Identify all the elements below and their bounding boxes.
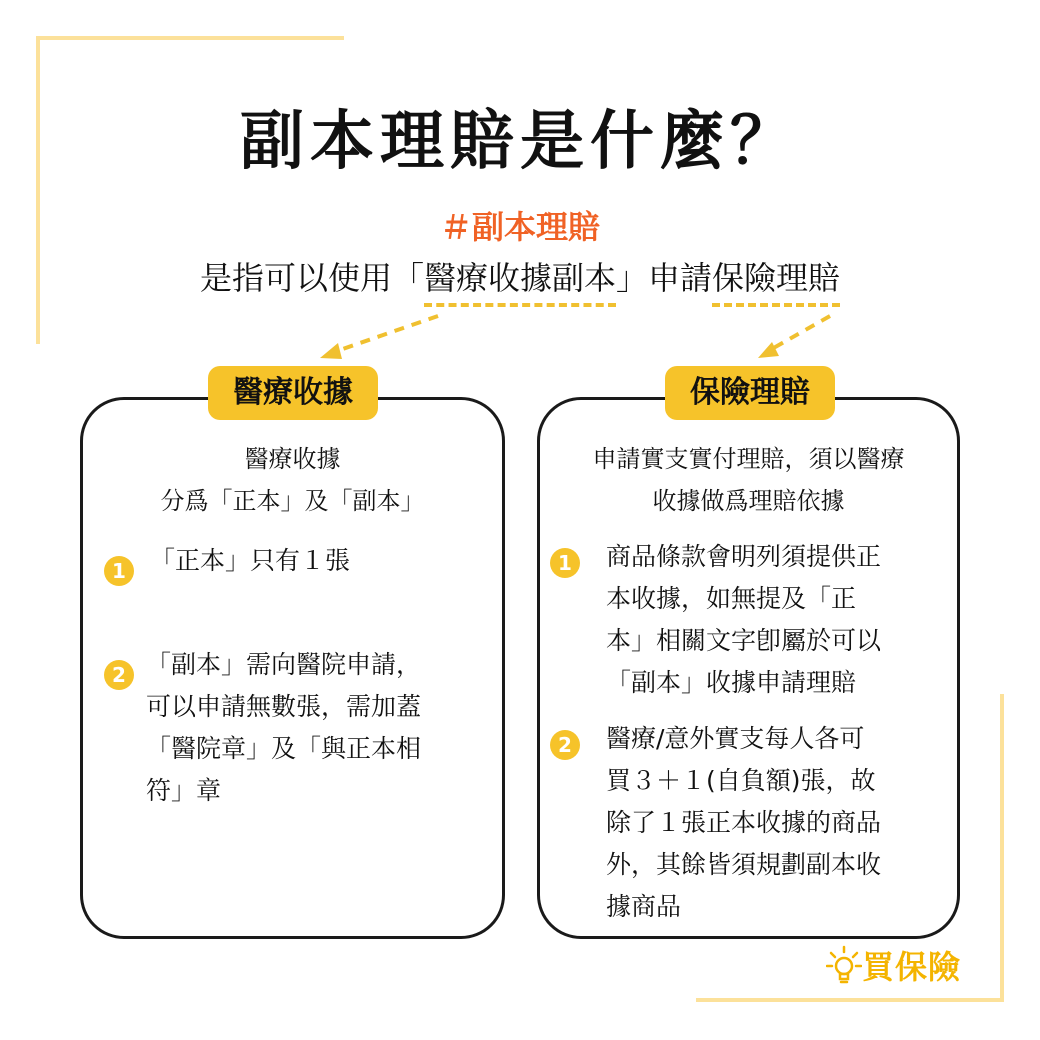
right-item-1 — [606, 536, 881, 704]
left-card-intro — [80, 438, 505, 522]
subtitle-middle: 」申請 — [616, 259, 713, 297]
right-item-2-line: 據商品 — [606, 892, 682, 921]
right-card-intro — [537, 438, 960, 522]
number-1-icon: 1 — [550, 548, 580, 578]
hashtag-label: ＃副本理賠 — [439, 208, 600, 246]
arrow-right-line — [770, 316, 830, 350]
left-item-2 — [146, 644, 421, 812]
right-intro-line: 申請實支實付理賠，須以醫療 — [592, 445, 905, 473]
right-intro-line: 收據做爲理賠依據 — [652, 487, 845, 515]
right-item-1-line: 本」相關文字卽屬於可以 — [606, 626, 882, 655]
subtitle-highlight-claim: 保險理賠 — [712, 255, 840, 301]
right-item-1-line: 「副本」收據申請理賠 — [606, 668, 857, 697]
left-item-1 — [150, 540, 350, 582]
right-item-2-line: 外，其餘皆須規劃副本收 — [606, 850, 882, 879]
left-item-2-line: 「副本」需向醫院申請， — [146, 650, 422, 679]
number-1-icon: 1 — [104, 556, 134, 586]
arrow-left-head — [320, 343, 342, 359]
left-item-2-line: 「醫院章」及「與正本相 — [146, 734, 422, 763]
number-2-icon: 2 — [104, 660, 134, 690]
right-item-2-line: 除了１張正本收據的商品 — [606, 808, 882, 837]
left-item-2-line: 可以申請無數張，需加蓋 — [146, 692, 422, 721]
right-item-2-line: 買３＋１(自負額)張，故 — [606, 766, 876, 795]
lightbulb-icon — [826, 945, 862, 985]
right-item-1-line: 商品條款會明列須提供正 — [606, 542, 882, 571]
brand-logo-text: 買保險 — [862, 948, 962, 986]
tag-insurance-claim: 保險理賠 — [665, 366, 835, 420]
left-item-1-line: 「正本」只有１張 — [150, 546, 351, 575]
right-item-2 — [606, 718, 881, 928]
left-item-2-line: 符」章 — [146, 776, 222, 805]
left-intro-line: 分爲「正本」及「副本」 — [160, 487, 425, 515]
left-intro-line: 醫療收據 — [244, 445, 341, 473]
right-item-2-line: 醫療/意外實支每人各可 — [606, 724, 865, 753]
subtitle-before: 是指可以使用「 — [199, 259, 424, 297]
brand-logo — [826, 942, 961, 988]
right-item-1-line: 本收據，如無提及「正 — [606, 584, 857, 613]
tag-medical-receipt: 醫療收據 — [208, 366, 378, 420]
number-2-icon: 2 — [550, 730, 580, 760]
arrow-left-line — [334, 316, 438, 352]
page-title: 副本理賠是什麼？ — [240, 105, 800, 179]
subtitle-highlight-receipt: 醫療收據副本 — [424, 255, 616, 301]
